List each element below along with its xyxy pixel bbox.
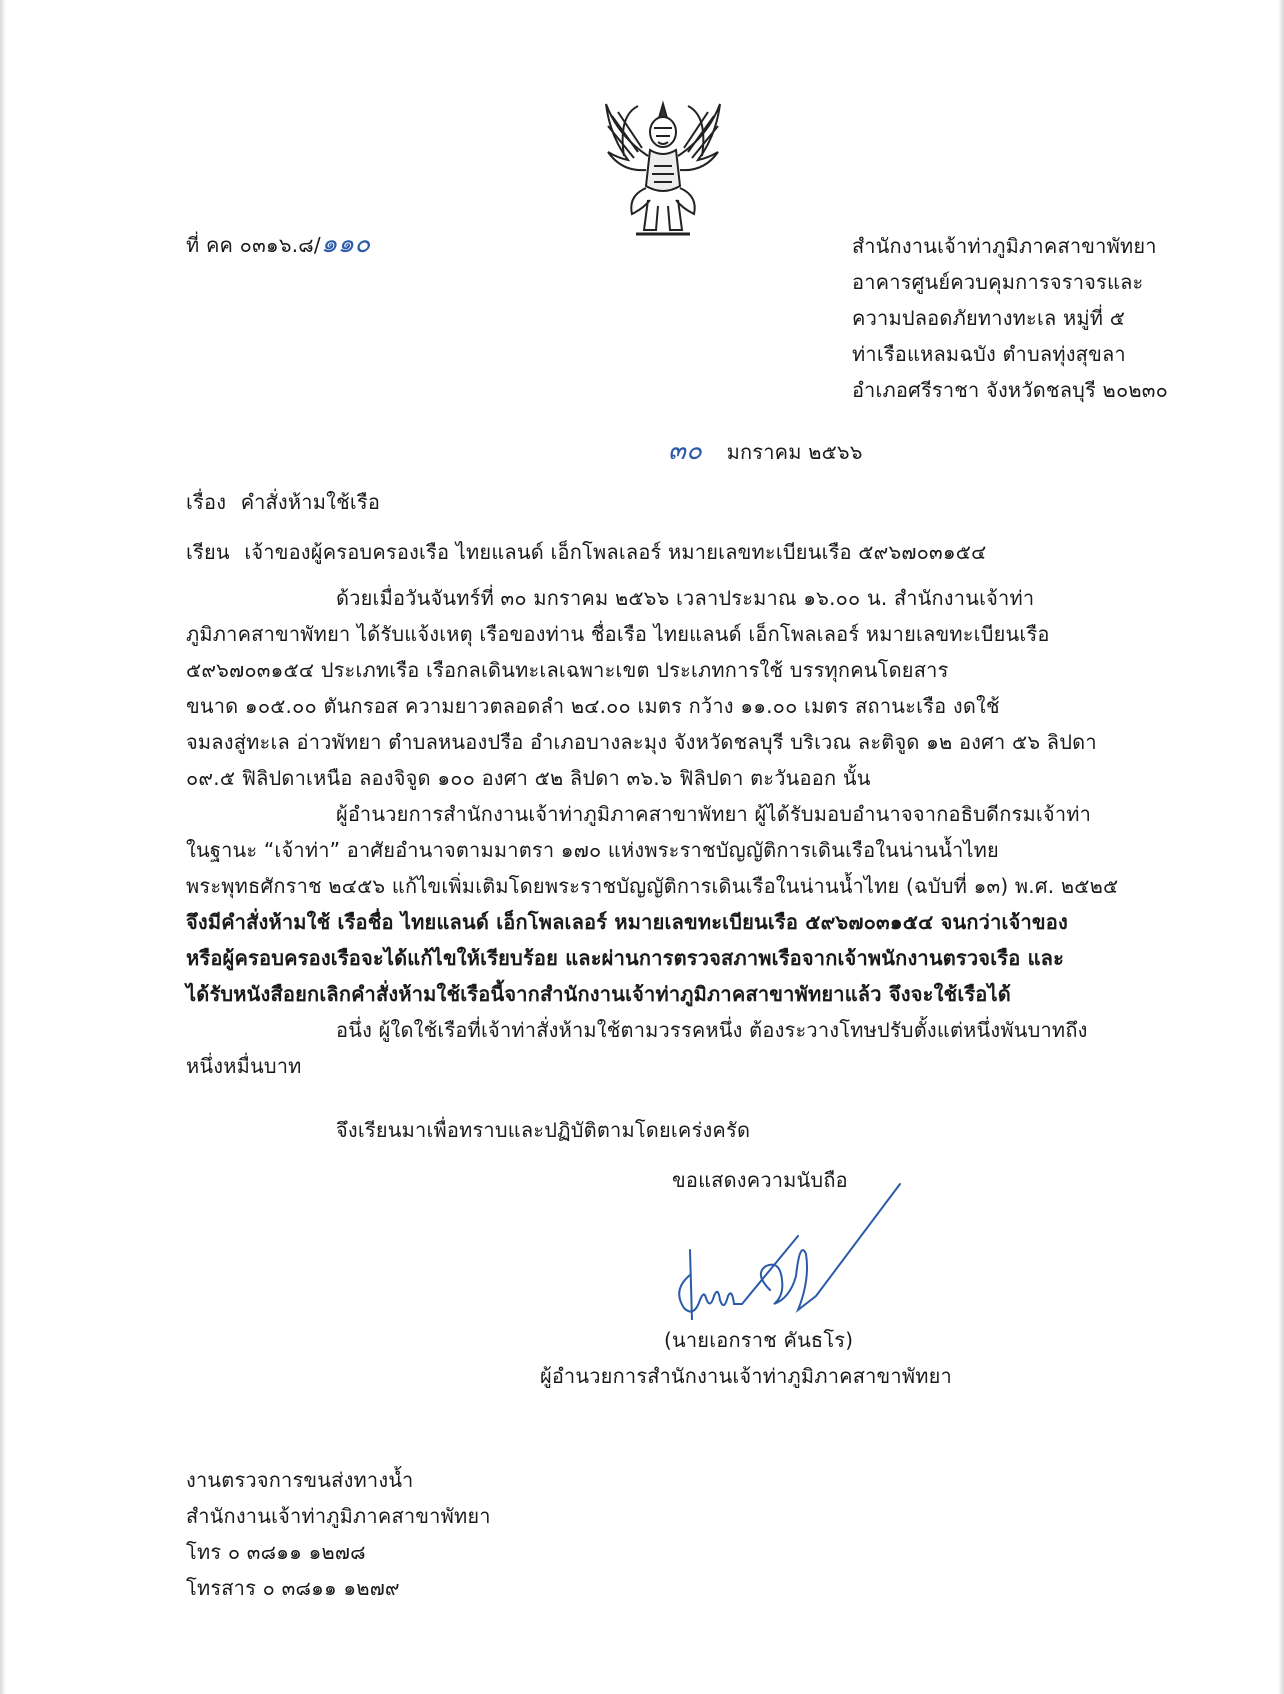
reference-prefix: ที่ คค ๐๓๑๖.๘/: [186, 233, 321, 257]
sender-address: [852, 228, 1168, 408]
body-line: อนึ่ง ผู้ใดใช้เรือที่เจ้าท่าสั่งห้ามใช้ตามวรรคหนึ่ง ต้องระวางโทษปรับตั้งแต่หนึ่งพันบาทถึง: [336, 1018, 1088, 1042]
address-line: ความปลอดภัยทางทะเล หมู่ที่ ๕: [852, 306, 1126, 330]
letter-date: [668, 433, 863, 470]
salutation-label: เรียน: [186, 540, 230, 564]
reference-number-handwritten: ๑๑๐: [320, 229, 371, 259]
footer-department: งานตรวจการขนส่งทางน้ำ: [186, 1468, 414, 1492]
page-edge-shadow-left: [0, 0, 6, 1694]
body-line: ผู้อำนวยการสำนักงานเจ้าท่าภูมิภาคสาขาพัทยา ผู้ได้รับมอบอำนาจจากอธิบดีกรมเจ้าท่า: [336, 802, 1092, 826]
garuda-emblem-icon: [588, 96, 738, 246]
body-line: ๕๙๖๗๐๓๑๕๔ ประเภทเรือ เรือกลเดินทะเลเฉพาะเขต ประเภทการใช้ บรรทุกคนโดยสาร: [186, 658, 949, 682]
subject-label: เรื่อง: [186, 490, 227, 514]
subject-line: [186, 484, 380, 520]
reference-line: [186, 226, 370, 263]
body-line: ๐๙.๕ ฟิลิปดาเหนือ ลองจิจูด ๑๐๐ องศา ๕๒ ลิปดา ๓๖.๖ ฟิลิปดา ตะวันออก นั้น: [186, 766, 871, 790]
body-line: ขนาด ๑๐๕.๐๐ ตันกรอส ความยาวตลอดลำ ๒๔.๐๐ เมตร กว้าง ๑๑.๐๐ เมตร สถานะเรือ งดใช้: [186, 694, 1000, 718]
order-line-bold: จึงมีคำสั่งห้ามใช้ เรือชื่อ ไทยแลนด์ เอ็กโพลเลอร์ หมายเลขทะเบียนเรือ ๕๙๖๗๐๓๑๕๔ จนกว่าเจ้าของ: [186, 910, 1068, 934]
body-line: ภูมิภาคสาขาพัทยา ได้รับแจ้งเหตุ เรือของท่าน ชื่อเรือ ไทยแลนด์ เอ็กโพลเลอร์ หมายเลขทะเบียนเรือ: [186, 622, 1050, 646]
closing-phrase: ขอแสดงความนับถือ: [672, 1168, 848, 1192]
body-line: หนึ่งหมื่นบาท: [186, 1054, 302, 1078]
body-line: ในฐานะ “เจ้าท่า” อาศัยอำนาจตามมาตรา ๑๗๐ แห่งพระราชบัญญัติการเดินเรือในน่านน้ำไทย: [186, 838, 999, 862]
address-line: อาคารศูนย์ควบคุมการจราจรและ: [852, 270, 1144, 294]
recipient: เจ้าของผู้ครอบครองเรือ ไทยแลนด์ เอ็กโพลเลอร์ หมายเลขทะเบียนเรือ ๕๙๖๗๐๓๑๕๔: [244, 540, 987, 564]
footer-contact: [186, 1462, 491, 1606]
footer-fax: โทรสาร ๐ ๓๘๑๑ ๑๒๗๙: [186, 1576, 400, 1600]
footer-phone: โทร ๐ ๓๘๑๑ ๑๒๗๘: [186, 1540, 366, 1564]
page-edge-shadow-right: [1278, 0, 1284, 1694]
signature-icon: [670, 1180, 910, 1320]
footer-office: สำนักงานเจ้าท่าภูมิภาคสาขาพัทยา: [186, 1504, 491, 1528]
subject-text: คำสั่งห้ามใช้เรือ: [240, 490, 381, 514]
salutation-line: [186, 534, 986, 570]
signatory-name: (นายเอกราช คันธโร): [664, 1328, 854, 1352]
closing-request: จึงเรียนมาเพื่อทราบและปฏิบัติตามโดยเคร่งครัด: [336, 1118, 751, 1142]
address-line: อำเภอศรีราชา จังหวัดชลบุรี ๒๐๒๓๐: [852, 378, 1169, 402]
body-line: ด้วยเมื่อวันจันทร์ที่ ๓๐ มกราคม ๒๕๖๖ เวลาประมาณ ๑๖.๐๐ น. สำนักงานเจ้าท่า: [336, 586, 1035, 610]
address-line: ท่าเรือแหลมฉบัง ตำบลทุ่งสุขลา: [852, 342, 1126, 366]
body-line: พระพุทธศักราช ๒๔๕๖ แก้ไขเพิ่มเติมโดยพระราชบัญญัติการเดินเรือในน่านน้ำไทย (ฉบับที่ ๑๓) พ.ศ. ๒๕๒๕: [186, 874, 1119, 898]
date-day-handwritten: ๓๐: [668, 436, 703, 466]
date-month-year: มกราคม ๒๕๖๖: [726, 440, 863, 464]
body-paragraph-1: [186, 580, 1166, 796]
signatory-title: ผู้อำนวยการสำนักงานเจ้าท่าภูมิภาคสาขาพัทยา: [540, 1364, 952, 1388]
body-paragraph-2: [186, 796, 1166, 1012]
address-line: สำนักงานเจ้าท่าภูมิภาคสาขาพัทยา: [852, 234, 1157, 258]
body-paragraph-3: [186, 1012, 1166, 1084]
body-line: จมลงสู่ทะเล อ่าวพัทยา ตำบลหนองปรือ อำเภอบางละมุง จังหวัดชลบุรี บริเวณ ละติจูด ๑๒ องศา ๕๖ ลิปดา: [186, 730, 1097, 754]
order-line-bold: ได้รับหนังสือยกเลิกคำสั่งห้ามใช้เรือนี้จากสำนักงานเจ้าท่าภูมิภาคสาขาพัทยาแล้ว จึงจะใช้เรือได้: [186, 982, 1011, 1006]
order-line-bold: หรือผู้ครอบครองเรือจะได้แก้ไขให้เรียบร้อย และผ่านการตรวจสภาพเรือจากเจ้าพนักงานตรวจเรือ และ: [186, 946, 1065, 970]
